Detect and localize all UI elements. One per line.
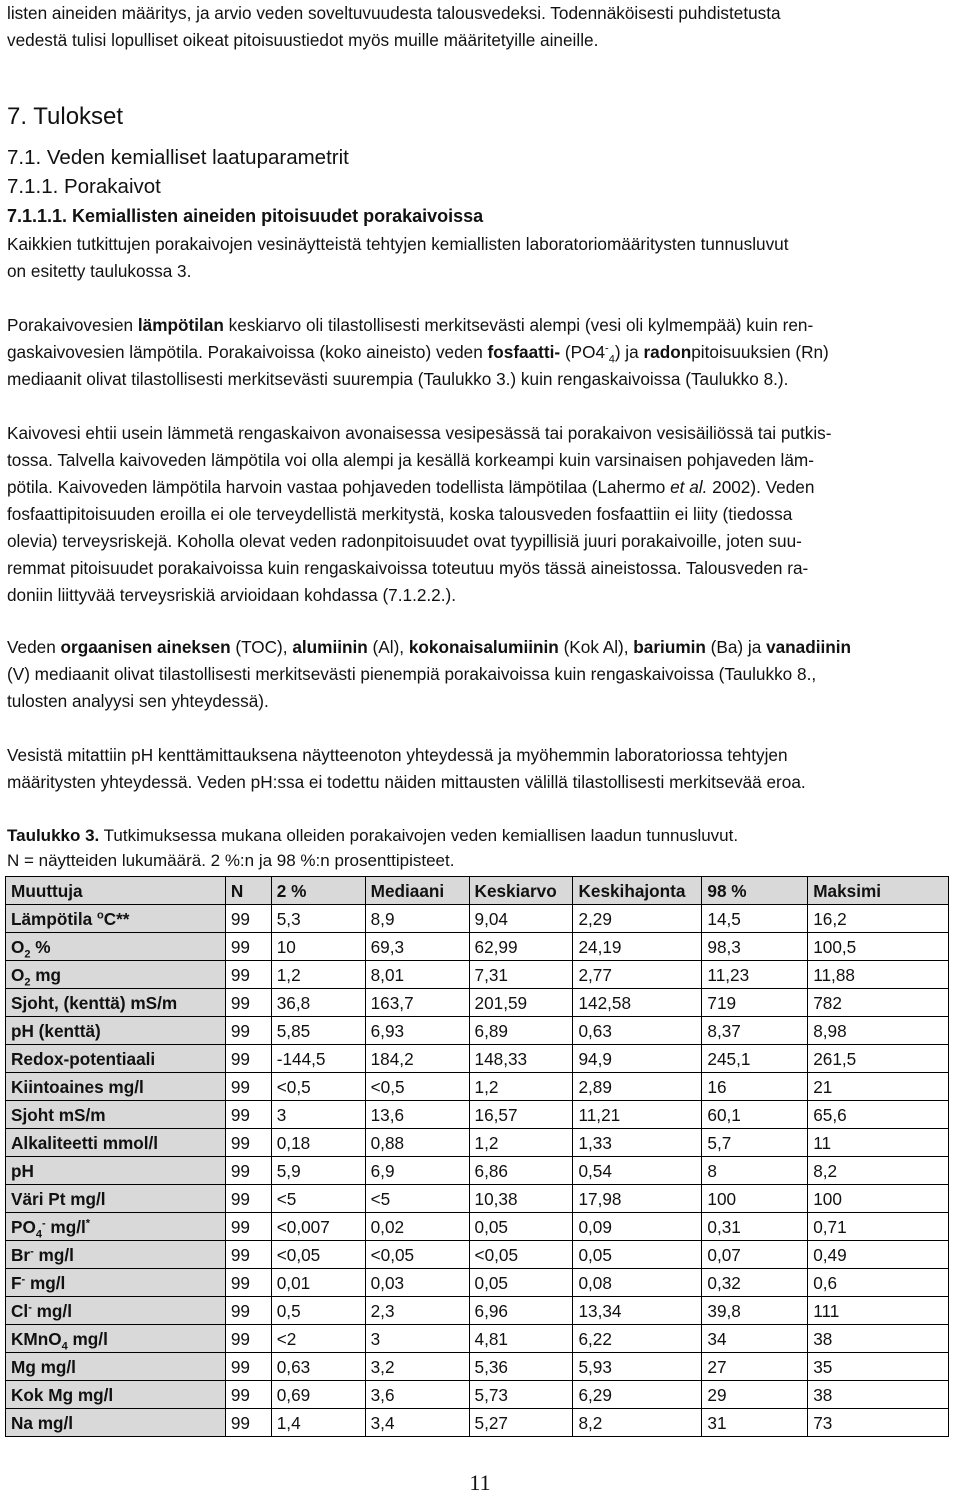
table-cell: 65,6 bbox=[808, 1101, 949, 1129]
p4-line-3: tulosten analyysi sen yhteydessä). bbox=[7, 691, 269, 711]
p3-line-3: pötila. Kaivoveden lämpötila harvoin vastaa pohjaveden todellista lämpötilaa (Lahermo et al. 2002). Veden bbox=[7, 477, 815, 497]
table-cell: 11,23 bbox=[702, 961, 808, 989]
table-cell: 5,85 bbox=[271, 1017, 365, 1045]
table-cell: 99 bbox=[225, 1241, 271, 1269]
p3-line-2: tossa. Talvella kaivoveden lämpötila voi olla alempi ja kesällä korkeampi kuin varsinaisen pohjaveden läm- bbox=[7, 450, 814, 470]
intro-line-2: vedestä tulisi lopulliset oikeat pitoisuustiedot myös muille määritetyille aineille. bbox=[7, 30, 599, 50]
row-label: $O_2$ mg bbox=[6, 961, 226, 989]
p1-line-2: on esitetty taulukossa 3. bbox=[7, 261, 192, 281]
p4-line-1: Veden orgaanisen aineksen (TOC), alumiinin (Al), kokonaisalumiinin (Kok Al), bariumin (Ba) ja vanadiinin bbox=[7, 637, 852, 657]
table-cell: 0,05 bbox=[573, 1241, 702, 1269]
row-label: pH (kenttä) bbox=[6, 1017, 226, 1045]
table-cell: <0,05 bbox=[469, 1241, 573, 1269]
table-row bbox=[6, 1157, 949, 1185]
table-cell: 99 bbox=[225, 1325, 271, 1353]
table-cell: 38 bbox=[808, 1381, 949, 1409]
table-cell: 8,2 bbox=[573, 1409, 702, 1437]
table-cell: 4,81 bbox=[469, 1325, 573, 1353]
row-label: Lämpötila $^o$C** bbox=[6, 905, 226, 933]
table-cell: 27 bbox=[702, 1353, 808, 1381]
row-label: $O_2$ % bbox=[6, 933, 226, 961]
table-cell: 1,2 bbox=[469, 1129, 573, 1157]
table-row bbox=[6, 1297, 949, 1325]
table-row bbox=[6, 1045, 949, 1073]
table-row bbox=[6, 1017, 949, 1045]
table-cell: 3 bbox=[365, 1325, 469, 1353]
table-cell: 8,37 bbox=[702, 1017, 808, 1045]
table-row bbox=[6, 933, 949, 961]
table-cell: 0,49 bbox=[808, 1241, 949, 1269]
row-label: Väri Pt mg/l bbox=[6, 1185, 226, 1213]
table-cell: 99 bbox=[225, 933, 271, 961]
table-cell: 5,36 bbox=[469, 1353, 573, 1381]
table-cell: 0,88 bbox=[365, 1129, 469, 1157]
table-cell: 782 bbox=[808, 989, 949, 1017]
table-cell: <2 bbox=[271, 1325, 365, 1353]
row-label: Cl- mg/l bbox=[6, 1297, 226, 1325]
table-cell: 10,38 bbox=[469, 1185, 573, 1213]
table-cell: 99 bbox=[225, 1409, 271, 1437]
heading-7-1-1-1: 7.1.1.1. Kemiallisten aineiden pitoisuudet porakaivoissa bbox=[7, 206, 484, 226]
row-label: pH bbox=[6, 1157, 226, 1185]
table-cell: 6,96 bbox=[469, 1297, 573, 1325]
heading-7: 7. Tulokset bbox=[7, 103, 124, 130]
table-cell: 0,08 bbox=[573, 1269, 702, 1297]
table-cell: 99 bbox=[225, 1213, 271, 1241]
table-cell: <0,05 bbox=[365, 1241, 469, 1269]
table-cell: 99 bbox=[225, 1073, 271, 1101]
table-cell: 16 bbox=[702, 1073, 808, 1101]
table-cell: 21 bbox=[808, 1073, 949, 1101]
table-row bbox=[6, 1101, 949, 1129]
column-header: Maksimi bbox=[808, 877, 949, 905]
table-cell: 11,21 bbox=[573, 1101, 702, 1129]
table-row bbox=[6, 1073, 949, 1101]
table-caption-line-2: N = näytteiden lukumäärä. 2 %:n ja 98 %:n prosenttipisteet. bbox=[7, 851, 455, 870]
table-cell: 99 bbox=[225, 905, 271, 933]
column-header: Mediaani bbox=[365, 877, 469, 905]
table-cell: 0,05 bbox=[469, 1213, 573, 1241]
table-row bbox=[6, 1129, 949, 1157]
row-label: Na mg/l bbox=[6, 1409, 226, 1437]
table-header-row bbox=[6, 877, 949, 905]
heading-7-1-1: 7.1.1. Porakaivot bbox=[7, 175, 161, 198]
column-header: 2 % bbox=[271, 877, 365, 905]
table-cell: 6,93 bbox=[365, 1017, 469, 1045]
table-cell: <0,007 bbox=[271, 1213, 365, 1241]
p3-line-1: Kaivovesi ehtii usein lämmetä rengaskaivon avonaisessa vesipesässä tai porakaivon vesisäiliössä tai putkis- bbox=[7, 423, 832, 443]
table-cell: 5,3 bbox=[271, 905, 365, 933]
table-cell: 1,2 bbox=[271, 961, 365, 989]
column-header: 98 % bbox=[702, 877, 808, 905]
table-cell: 3,6 bbox=[365, 1381, 469, 1409]
table-cell: 7,31 bbox=[469, 961, 573, 989]
table-cell: 2,77 bbox=[573, 961, 702, 989]
table-cell: 0,18 bbox=[271, 1129, 365, 1157]
table-cell: 24,19 bbox=[573, 933, 702, 961]
table-cell: 142,58 bbox=[573, 989, 702, 1017]
table-cell: 0,07 bbox=[702, 1241, 808, 1269]
table-cell: 31 bbox=[702, 1409, 808, 1437]
table-cell: 3 bbox=[271, 1101, 365, 1129]
table-cell: 100 bbox=[702, 1185, 808, 1213]
table-cell: 148,33 bbox=[469, 1045, 573, 1073]
table-cell: 0,03 bbox=[365, 1269, 469, 1297]
table-cell: 9,04 bbox=[469, 905, 573, 933]
row-label: Mg mg/l bbox=[6, 1353, 226, 1381]
table-cell: 99 bbox=[225, 1129, 271, 1157]
table-row bbox=[6, 989, 949, 1017]
table-row bbox=[6, 1325, 949, 1353]
table-cell: 10 bbox=[271, 933, 365, 961]
table-cell: 99 bbox=[225, 1101, 271, 1129]
table-row bbox=[6, 1185, 949, 1213]
table-cell: 1,33 bbox=[573, 1129, 702, 1157]
row-label: KMnO$_4$ mg/l bbox=[6, 1325, 226, 1353]
table-cell: 16,2 bbox=[808, 905, 949, 933]
table-cell: 201,59 bbox=[469, 989, 573, 1017]
table-row bbox=[6, 1381, 949, 1409]
table-cell: 0,5 bbox=[271, 1297, 365, 1325]
table-row bbox=[6, 1213, 949, 1241]
table-cell: 34 bbox=[702, 1325, 808, 1353]
table-cell: 3,4 bbox=[365, 1409, 469, 1437]
table-cell: 13,6 bbox=[365, 1101, 469, 1129]
table-cell: 5,7 bbox=[702, 1129, 808, 1157]
p5-line-2: määritysten yhteydessä. Veden pH:ssa ei todettu näiden mittausten välillä tilastollisesti merkitsevää eroa. bbox=[7, 772, 806, 792]
intro-line-1: listen aineiden määritys, ja arvio veden soveltuvuudesta talousvedeksi. Todennäköisesti puhdistetusta bbox=[7, 3, 781, 23]
table-cell: 69,3 bbox=[365, 933, 469, 961]
p2-line-3: mediaanit olivat tilastollisesti merkitsevästi suurempia (Taulukko 3.) kuin rengaskaivoissa (Taulukko 8.). bbox=[7, 369, 789, 389]
table-cell: 38 bbox=[808, 1325, 949, 1353]
table-row bbox=[6, 1269, 949, 1297]
data-table bbox=[5, 876, 949, 1437]
row-label: Sjoht, (kenttä) mS/m bbox=[6, 989, 226, 1017]
table-cell: 1,4 bbox=[271, 1409, 365, 1437]
table-cell: 100,5 bbox=[808, 933, 949, 961]
table-cell: 0,69 bbox=[271, 1381, 365, 1409]
table-cell: 6,22 bbox=[573, 1325, 702, 1353]
table-cell: 5,73 bbox=[469, 1381, 573, 1409]
table-cell: 16,57 bbox=[469, 1101, 573, 1129]
table-cell: 29 bbox=[702, 1381, 808, 1409]
table-cell: 3,2 bbox=[365, 1353, 469, 1381]
table-cell: 39,8 bbox=[702, 1297, 808, 1325]
p1-line-1: Kaikkien tutkittujen porakaivojen vesinäytteistä tehtyjen kemiallisten laboratoriomääritysten tunnusluvut bbox=[7, 234, 789, 254]
table-cell: <5 bbox=[271, 1185, 365, 1213]
table-cell: 261,5 bbox=[808, 1045, 949, 1073]
table-cell: 6,89 bbox=[469, 1017, 573, 1045]
table-cell: 6,9 bbox=[365, 1157, 469, 1185]
table-cell: 0,01 bbox=[271, 1269, 365, 1297]
table-cell: <0,5 bbox=[271, 1073, 365, 1101]
column-header: Muuttuja bbox=[6, 877, 226, 905]
table-cell: 99 bbox=[225, 989, 271, 1017]
row-label: Sjoht mS/m bbox=[6, 1101, 226, 1129]
table-cell: 99 bbox=[225, 1353, 271, 1381]
table-cell: <0,05 bbox=[271, 1241, 365, 1269]
table-cell: 14,5 bbox=[702, 905, 808, 933]
column-header: Keskiarvo bbox=[469, 877, 573, 905]
table-cell: 100 bbox=[808, 1185, 949, 1213]
table-cell: 60,1 bbox=[702, 1101, 808, 1129]
table-cell: 6,29 bbox=[573, 1381, 702, 1409]
table-row bbox=[6, 1241, 949, 1269]
table-cell: 99 bbox=[225, 1185, 271, 1213]
table-row bbox=[6, 961, 949, 989]
table-cell: 99 bbox=[225, 961, 271, 989]
row-label: Kiintoaines mg/l bbox=[6, 1073, 226, 1101]
row-label: F- mg/l bbox=[6, 1269, 226, 1297]
table-row bbox=[6, 905, 949, 933]
p2-line-2: gaskaivovesien lämpötila. Porakaivoissa (koko aineisto) veden fosfaatti- $(PO4^-_4)$ ja radonpitoisuuksien (Rn) bbox=[7, 342, 829, 366]
p4-line-2: (V) mediaanit olivat tilastollisesti merkitsevästi pienempiä porakaivoissa kuin rengaskaivoissa (Taulukko 8., bbox=[7, 664, 817, 684]
table-cell: 99 bbox=[225, 1381, 271, 1409]
table-cell: 245,1 bbox=[702, 1045, 808, 1073]
table-cell: 0,71 bbox=[808, 1213, 949, 1241]
table-cell: 8,01 bbox=[365, 961, 469, 989]
table-cell: 0,31 bbox=[702, 1213, 808, 1241]
table-cell: 0,32 bbox=[702, 1269, 808, 1297]
p5-line-1: Vesistä mitattiin pH kenttämittauksena näytteenoton yhteydessä ja myöhemmin laboratoriossa tehtyjen bbox=[7, 745, 788, 765]
table-cell: 11,88 bbox=[808, 961, 949, 989]
table-cell: 8,2 bbox=[808, 1157, 949, 1185]
table-cell: 0,02 bbox=[365, 1213, 469, 1241]
table-cell: 11 bbox=[808, 1129, 949, 1157]
table-cell: 719 bbox=[702, 989, 808, 1017]
heading-7-1: 7.1. Veden kemialliset laatuparametrit bbox=[7, 146, 349, 169]
table-cell: 36,8 bbox=[271, 989, 365, 1017]
table-cell: -144,5 bbox=[271, 1045, 365, 1073]
table-cell: 0,09 bbox=[573, 1213, 702, 1241]
table-row bbox=[6, 1353, 949, 1381]
page-number: 11 bbox=[469, 1470, 491, 1495]
p3-line-4: fosfaattipitoisuuden eroilla ei ole terveydellistä merkitystä, koska talousveden fosfaattiin ei liity (tiedossa bbox=[7, 504, 793, 524]
table-cell: <5 bbox=[365, 1185, 469, 1213]
table-cell: 8,9 bbox=[365, 905, 469, 933]
row-label: Br- mg/l bbox=[6, 1241, 226, 1269]
p3-line-5: olevia) terveysriskejä. Koholla olevat veden radonpitoisuudet ovat tyypillisiä juuri porakaivoille, joten suu- bbox=[7, 531, 802, 551]
table-cell: 2,89 bbox=[573, 1073, 702, 1101]
table-cell: 8,98 bbox=[808, 1017, 949, 1045]
table-cell: 8 bbox=[702, 1157, 808, 1185]
table-cell: 99 bbox=[225, 1269, 271, 1297]
table-cell: 0,6 bbox=[808, 1269, 949, 1297]
table-cell: 13,34 bbox=[573, 1297, 702, 1325]
table-cell: 99 bbox=[225, 1017, 271, 1045]
row-label: Kok Mg mg/l bbox=[6, 1381, 226, 1409]
table-cell: <0,5 bbox=[365, 1073, 469, 1101]
table-cell: 0,63 bbox=[573, 1017, 702, 1045]
table-cell: 2,29 bbox=[573, 905, 702, 933]
p2-line-1: Porakaivovesien lämpötilan keskiarvo oli tilastollisesti merkitsevästi alempi (vesi oli kylmempää) kuin ren- bbox=[7, 315, 814, 335]
table-row bbox=[6, 1409, 949, 1437]
table-cell: 99 bbox=[225, 1157, 271, 1185]
table-cell: 111 bbox=[808, 1297, 949, 1325]
table-cell: 73 bbox=[808, 1409, 949, 1437]
table-cell: 98,3 bbox=[702, 933, 808, 961]
table-cell: 99 bbox=[225, 1045, 271, 1073]
table-cell: 163,7 bbox=[365, 989, 469, 1017]
table-cell: 5,9 bbox=[271, 1157, 365, 1185]
row-label: Redox-potentiaali bbox=[6, 1045, 226, 1073]
table-cell: 1,2 bbox=[469, 1073, 573, 1101]
table-cell: 184,2 bbox=[365, 1045, 469, 1073]
p3-line-6: remmat pitoisuudet porakaivoissa kuin rengaskaivoissa toteutuu myös tässä aineistossa. Talousveden ra- bbox=[7, 558, 809, 578]
table-cell: 5,27 bbox=[469, 1409, 573, 1437]
table-cell: 94,9 bbox=[573, 1045, 702, 1073]
table-cell: 99 bbox=[225, 1297, 271, 1325]
row-label: Alkaliteetti mmol/l bbox=[6, 1129, 226, 1157]
table-cell: 5,93 bbox=[573, 1353, 702, 1381]
p3-line-7: doniin liittyvää terveysriskiä arvioidaan kohdassa (7.1.2.2.). bbox=[7, 585, 457, 605]
table-cell: 17,98 bbox=[573, 1185, 702, 1213]
table-cell: 0,54 bbox=[573, 1157, 702, 1185]
table-caption: Taulukko 3. Tutkimuksessa mukana olleiden porakaivojen veden kemiallisen laadun tunnusluvut. bbox=[7, 826, 739, 845]
table-cell: 2,3 bbox=[365, 1297, 469, 1325]
column-header: Keskihajonta bbox=[573, 877, 702, 905]
table-cell: 0,63 bbox=[271, 1353, 365, 1381]
table-cell: 62,99 bbox=[469, 933, 573, 961]
table-cell: 0,05 bbox=[469, 1269, 573, 1297]
row-label: $PO_4^-$ mg/l* bbox=[6, 1213, 226, 1241]
table-cell: 6,86 bbox=[469, 1157, 573, 1185]
table-cell: 35 bbox=[808, 1353, 949, 1381]
column-header: N bbox=[225, 877, 271, 905]
